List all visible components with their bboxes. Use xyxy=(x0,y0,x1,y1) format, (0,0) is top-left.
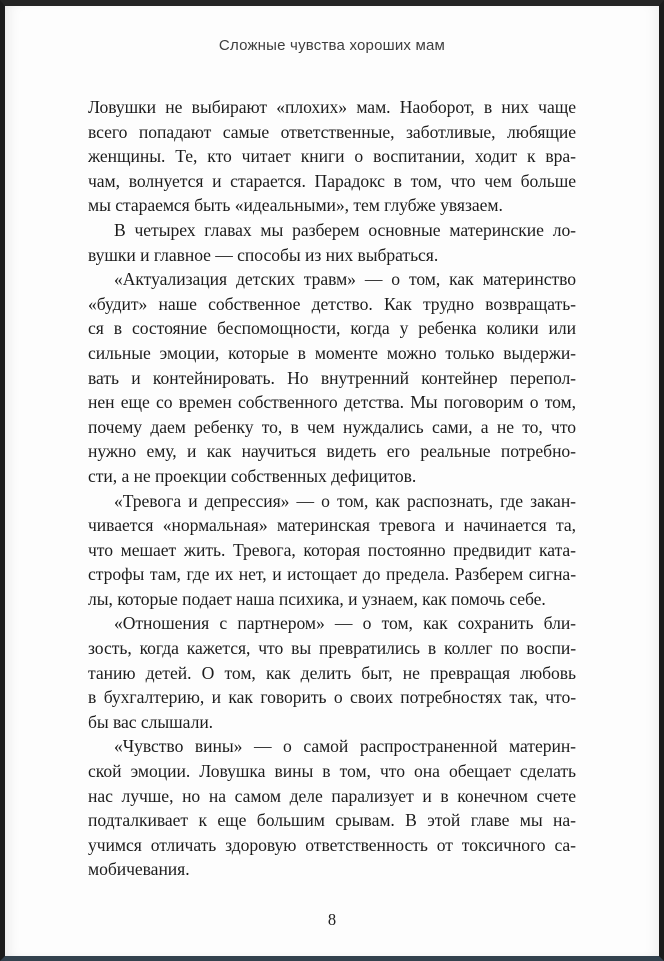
text-line: лы, которые подает наша психика, и узнаем, как помочь себе. xyxy=(88,588,546,609)
text-line: нен еще со времен собственного детства. Мы поговорим о том, xyxy=(88,392,576,413)
text-line: женщины. Те, кто читает книги о воспитании, ходит к вра- xyxy=(88,146,576,167)
paragraph xyxy=(88,218,576,267)
text-line: подталкивает к еще большим срывам. В этой главе мы на- xyxy=(88,810,576,831)
text-line: сильные эмоции, которые в моменте можно только выдержи- xyxy=(88,342,576,363)
body-text xyxy=(88,95,576,882)
text-line: нас лучше, но на самом деле парализует и в конечном счете xyxy=(88,785,576,806)
text-line: ской эмоции. Ловушка вины в том, что она обещает сделать xyxy=(88,761,576,782)
text-line: ся в состояние беспомощности, когда у ребенка колики или xyxy=(88,318,576,339)
paragraph xyxy=(88,95,576,218)
text-line: чивается «нормальная» материнская тревога и начинается та, xyxy=(88,515,576,536)
text-line: бы вас слышали. xyxy=(88,711,214,732)
text-line: мы стараемся быть «идеальными», тем глубже увязаем. xyxy=(88,195,503,216)
running-header: Сложные чувства хороших мам xyxy=(218,37,446,54)
text-line: «Отношения с партнером» — о том, как сохранить бли- xyxy=(114,613,576,634)
text-line: вать и контейнировать. Но внутренний контейнер перепол- xyxy=(88,367,576,388)
text-line: почему даем ребенку то, в чем нуждались сами, а не то, что xyxy=(88,416,576,437)
paragraph xyxy=(88,734,576,882)
text-line: строфы там, где их нет, и истощает до предела. Разберем сигна- xyxy=(88,564,576,585)
text-line: что мешает жить. Тревога, которая постоянно предвидит ката- xyxy=(88,539,576,560)
text-line: нужно ему, и как научиться видеть его реальные потребно- xyxy=(88,441,576,462)
text-line: учимся отличать здоровую ответственность от токсичного са- xyxy=(88,834,576,855)
paragraph xyxy=(88,267,576,488)
text-line: зость, когда кажется, что вы превратились в коллег по воспи- xyxy=(88,638,576,659)
paragraph xyxy=(88,489,576,612)
page-number: 8 xyxy=(327,910,337,929)
text-line: «будит» наше собственное детство. Как трудно возвращать- xyxy=(88,293,576,314)
text-line: мобичевания. xyxy=(88,859,190,880)
text-line: В четырех главах мы разберем основные материнские ло- xyxy=(114,219,576,240)
text-line: танию детей. О том, как делить быт, не превращая любовь xyxy=(88,662,576,683)
text-line: в бухгалтерию, и как говорить о своих потребностях так, что- xyxy=(88,687,576,708)
text-line: «Тревога и депрессия» — о том, как распознать, где закан- xyxy=(114,490,576,511)
text-line: «Чувство вины» — о самой распространенной материн- xyxy=(114,736,576,757)
text-line: Ловушки не выбирают «плохих» мам. Наоборот, в них чаще xyxy=(88,97,576,117)
text-line: «Актуализация детских травм» — о том, как материнство xyxy=(114,269,576,290)
text-line: вушки и главное — способы из них выбраться. xyxy=(88,244,439,265)
text-line: всего попадают самые ответственные, заботливые, любящие xyxy=(88,121,576,142)
paragraph xyxy=(88,611,576,734)
text-line: чам, волнуется и старается. Парадокс в том, что чем больше xyxy=(88,170,576,191)
text-line: сти, а не проекции собственных дефицитов. xyxy=(88,465,417,486)
